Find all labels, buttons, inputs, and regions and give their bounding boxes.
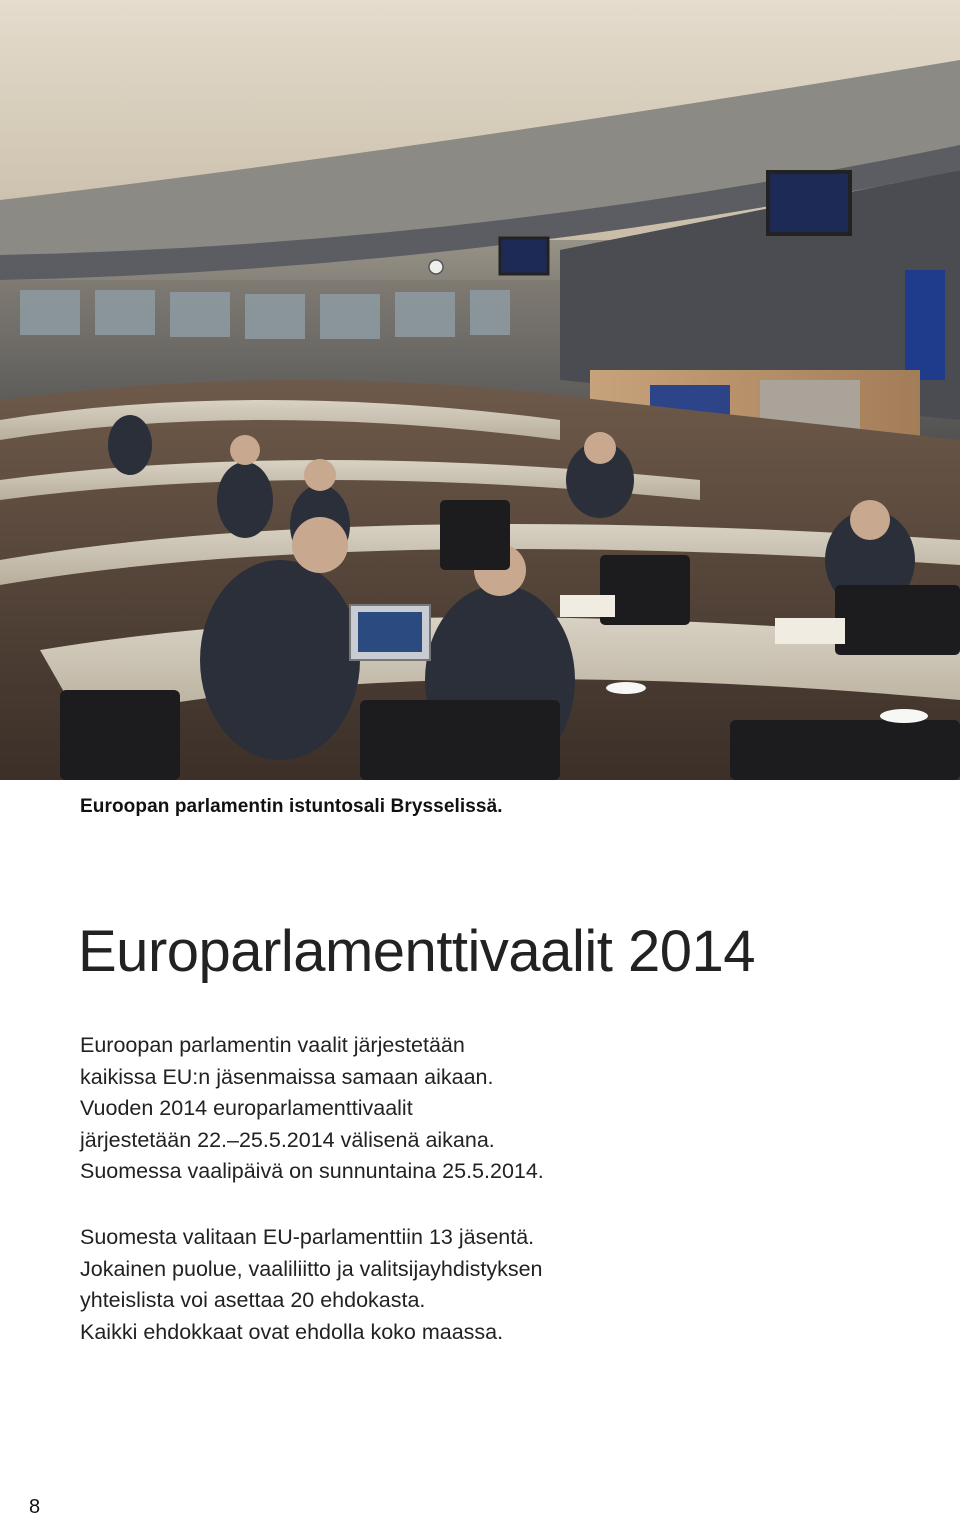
candidates-paragraph bbox=[80, 1222, 840, 1348]
paragraph-line: Suomessa vaalipäivä on sunnuntaina 25.5.2014. bbox=[80, 1159, 544, 1183]
paragraph-line: Jokainen puolue, vaaliliitto ja valitsijayhdistyksen bbox=[80, 1256, 543, 1281]
paragraph-line: yhteislista voi asettaa 20 ehdokasta. bbox=[80, 1288, 426, 1312]
page-title: Europarlamenttivaalit 2014 bbox=[78, 919, 755, 984]
paragraph-line: Euroopan parlamentin vaalit järjestetään bbox=[80, 1033, 465, 1057]
paragraph-line: Vuoden 2014 europarlamenttivaalit bbox=[80, 1096, 413, 1120]
page-number: 8 bbox=[29, 1496, 41, 1518]
intro-paragraph bbox=[80, 1030, 840, 1188]
paragraph-line: järjestetään 22.–25.5.2014 välisenä aikana. bbox=[80, 1127, 495, 1152]
paragraph-line: kaikissa EU:n jäsenmaissa samaan aikaan. bbox=[80, 1064, 494, 1089]
photo-caption: Euroopan parlamentin istuntosali Brysselissä. bbox=[80, 796, 503, 817]
paragraph-line: Suomesta valitaan EU-parlamenttiin 13 jäsentä. bbox=[80, 1225, 535, 1249]
paragraph-line: Kaikki ehdokkaat ovat ehdolla koko maassa. bbox=[80, 1319, 504, 1344]
